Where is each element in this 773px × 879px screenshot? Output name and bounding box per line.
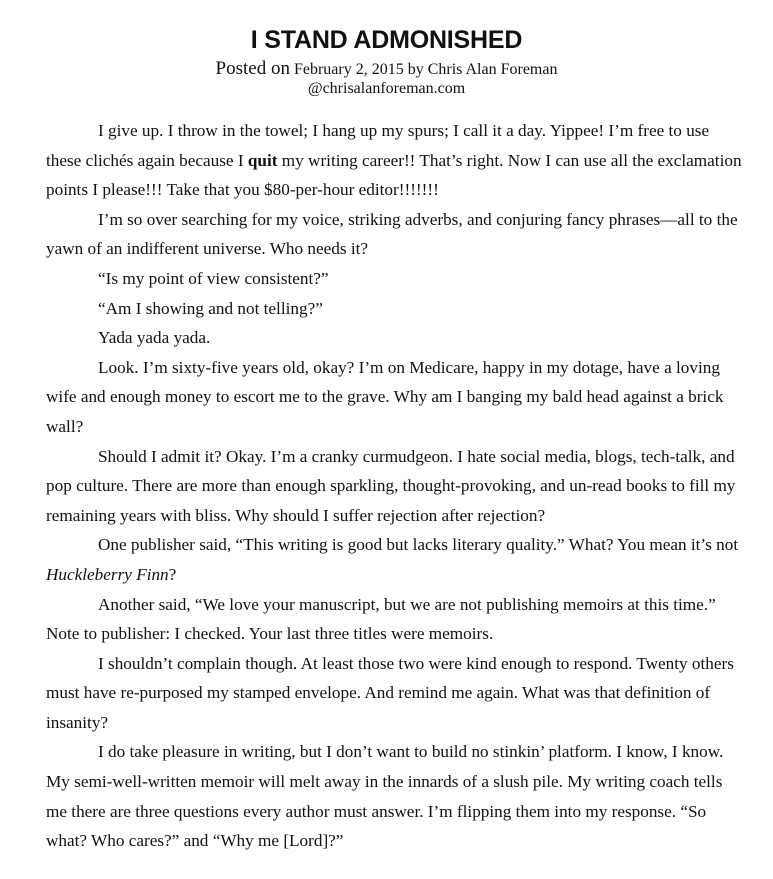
paragraph: Look. I’m sixty-five years old, okay? I’m on Medicare, happy in my dotage, have a loving wife and enough money to escort me to the grave. Why am I banging my bald head against a brick wall? (46, 357, 724, 436)
paragraph: Yada yada yada. (98, 328, 211, 348)
emphasized-word: quit (247, 150, 278, 170)
paragraph (46, 116, 746, 205)
article-body (46, 116, 746, 856)
author-handle: @chrisalanforeman.com (307, 80, 466, 97)
paragraph: “Am I showing and not telling?” (98, 298, 323, 318)
post-title: I STAND ADMONISHED (250, 26, 523, 54)
paragraph (46, 530, 746, 589)
paragraph-text: One publisher said, “This writing is good but lacks literary quality.” What? You mean it’s not (98, 535, 739, 555)
post-byline (0, 58, 773, 81)
paragraph-text: ? (168, 564, 177, 584)
paragraph: “Is my point of view consistent?” (98, 268, 329, 288)
paragraph: I do take pleasure in writing, but I don’t want to build no stinkin’ platform. I know, I know. My semi-well-written memoir will melt away in the innards of a slush pile. My writing coach tells me there are three questions every author must answer. I’m flipping them into my response. “So what? Who cares?” and “Why me [Lord]?” (46, 742, 724, 851)
book-title: Huckleberry Finn (46, 564, 169, 584)
post-date-author: February 2, 2015 by Chris Alan Foreman (293, 61, 558, 78)
paragraph-text: my writing career!! That’s right. Now I can use all the exclamation points I please!!! Take that you $80-per-hour editor!!!!!!! (46, 150, 742, 200)
paragraph-text: I give up. I throw in the towel; I hang up my spurs; I call it a day. Yippee! I’m free to use these clichés again because I (46, 121, 710, 170)
posted-on-label: Posted on (215, 58, 290, 79)
paragraph: Another said, “We love your manuscript, but we are not publishing memoirs at this time.” Note to publisher: I checked. Your last three titles were memoirs. (46, 594, 716, 644)
paragraph: Should I admit it? Okay. I’m a cranky curmudgeon. I hate social media, blogs, tech-talk, and pop culture. There are more than enough sparkling, thought-provoking, and un-read books to fill my remaining years with bliss. Why should I suffer rejection after rejection? (46, 446, 736, 525)
paragraph: I shouldn’t complain though. At least those two were kind enough to respond. Twenty others must have re-purposed my stamped envelope. And remind me again. What was that definition of insanity? (46, 653, 734, 732)
paragraph: I’m so over searching for my voice, striking adverbs, and conjuring fancy phrases—all to the yawn of an indifferent universe. Who needs it? (46, 209, 738, 259)
